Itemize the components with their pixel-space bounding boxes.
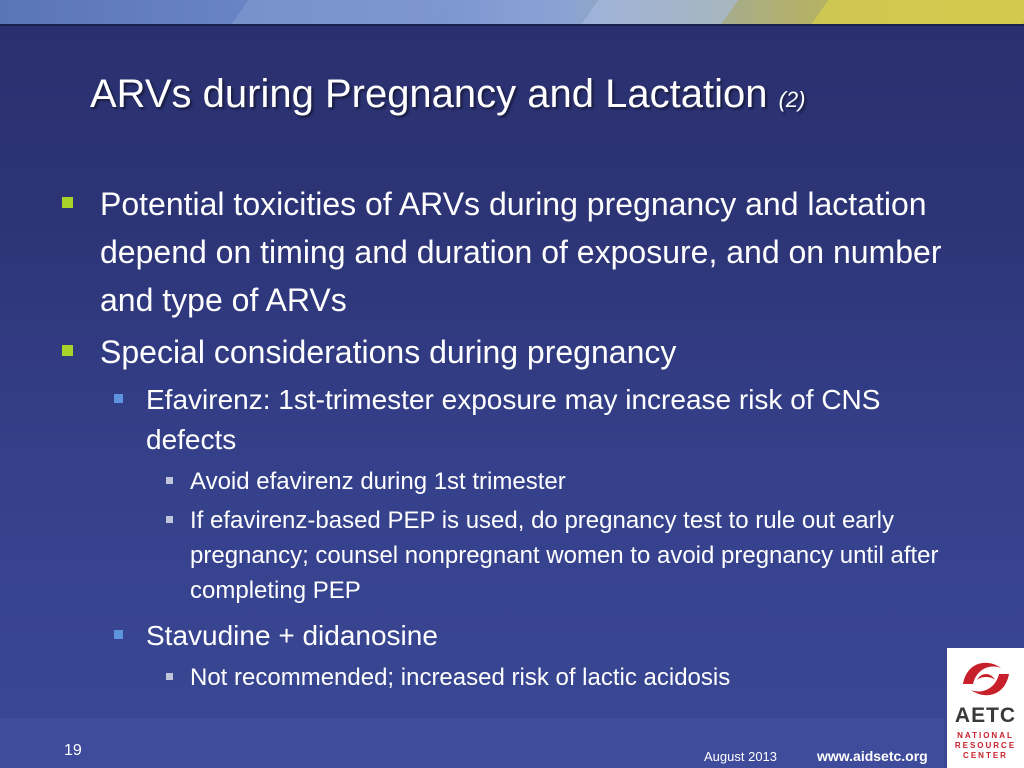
bullet-level3 xyxy=(166,464,962,499)
header-decoration-band xyxy=(0,0,1024,24)
bullet-square-icon xyxy=(62,197,73,208)
slide-number: 19 xyxy=(64,742,82,759)
bullet-text: If efavirenz-based PEP is used, do pregnancy test to rule out early pregnancy; counsel nonpregnant women to avoid pregnancy until after completing PEP xyxy=(190,507,939,604)
footer-url: www.aidsetc.org xyxy=(817,748,928,764)
footer-band xyxy=(0,718,944,768)
band-shape xyxy=(232,0,449,24)
band-shape xyxy=(582,0,739,24)
header-divider xyxy=(0,24,1024,26)
bullet-level2 xyxy=(114,616,962,656)
slide-title-text: ARVs during Pregnancy and Lactation xyxy=(90,72,768,116)
slide-title-suffix: (2) xyxy=(778,87,806,112)
aetc-emblem-icon xyxy=(957,654,1015,704)
bullet-text: Efavirenz: 1st-trimester exposure may increase risk of CNS defects xyxy=(146,384,881,455)
bullet-text: Potential toxicities of ARVs during pregnancy and lactation depend on timing and duration of exposure, and on number and type of ARVs xyxy=(100,186,942,318)
footer-date: August 2013 xyxy=(704,749,778,764)
logo-subtitle-line: RESOURCE xyxy=(954,741,1017,750)
logo-subtitle-line: NATIONAL xyxy=(957,731,1014,740)
bullet-level1 xyxy=(62,180,962,324)
bullet-text: Not recommended; increased risk of lactic acidosis xyxy=(190,664,731,691)
aetc-logo xyxy=(947,648,1024,768)
bullet-level3 xyxy=(166,660,962,695)
bullet-square-icon xyxy=(114,394,123,403)
logo-subtitle-line: CENTER xyxy=(963,751,1008,760)
bullet-level1 xyxy=(62,328,962,376)
slide-title xyxy=(90,72,806,117)
logo-subtitle xyxy=(947,731,1024,761)
slide-body xyxy=(62,180,962,699)
logo-name: AETC xyxy=(954,704,1017,727)
bullet-square-icon xyxy=(114,630,123,639)
bullet-square-icon xyxy=(166,477,173,484)
bullet-text: Avoid efavirenz during 1st trimester xyxy=(190,468,566,495)
bullet-level3 xyxy=(166,503,962,608)
bullet-text: Special considerations during pregnancy xyxy=(100,334,677,370)
bullet-square-icon xyxy=(62,345,73,356)
bullet-text: Stavudine + didanosine xyxy=(146,620,438,651)
band-shape xyxy=(812,0,1024,24)
bullet-level2 xyxy=(114,380,962,460)
bullet-square-icon xyxy=(166,673,173,680)
bullet-square-icon xyxy=(166,516,173,523)
